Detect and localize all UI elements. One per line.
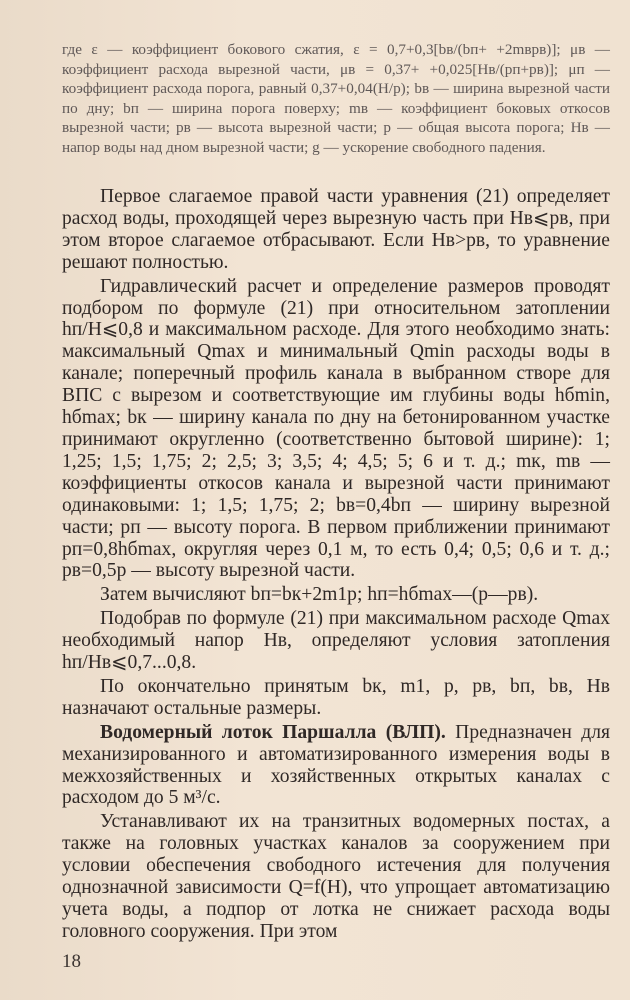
paragraph: Устанавливают их на транзитных водомерных постах, а также на головных участках каналов за сооружением при условии обеспечения свободного истечения для получения однозначной зависимости Q=f(H), что упрощает автоматизацию учета воды, а подпор от лотка не снижает расхода воды головного сооружения. При этом (62, 811, 610, 942)
paragraph: Подобрав по формуле (21) при максимальном расходе Qmax необходимый напор Hв, определяют условия затопления hп/Hв⩽0,7...0,8. (62, 608, 610, 674)
main-text (62, 186, 610, 943)
paragraph: Затем вычисляют bп=bк+2m1p; hп=hбmax—(p—pв). (100, 584, 539, 606)
paragraph: По окончательно принятым bк, m1, p, pв, bп, bв, Hв назначают остальные размеры. (62, 675, 610, 719)
paragraph: Первое слагаемое правой части уравнения (21) определяет расход воды, проходящей через вырезную часть при Hв⩽pв, при этом второе слагаемое отбрасывают. Если Hв>pв, то уравнение решают полностью. (62, 186, 610, 273)
section-heading: Водомерный лоток Паршалла (ВЛП). (100, 721, 446, 743)
section-paragraph (62, 722, 610, 810)
page-number: 18 (62, 951, 81, 972)
footnote-text: где ε — коэффициент бокового сжатия, ε = 0,7+0,3[bв/(bп+ +2mвpв)]; μв — коэффициент расхода вырезной части, μв = 0,37+ +0,025[Hв/(pп+pв)]; μп — коэффициент расхода порога, равный 0,37+0,04(H/p); bв — ширина вырезной части по дну; bп — ширина порога поверху; mв — коэффициент боковых откосов вырезной части; pв — высота вырезной части; p — общая высота порога; Hв — напор воды над дном вырезной части; g — ускорение свободного падения. (62, 41, 610, 156)
paragraph: Гидравлический расчет и определение размеров проводят подбором по формуле (21) при относительном затоплении hп/H⩽0,8 и максимальном расходе. Для этого необходимо знать: максимальный Qmax и минимальный Qmin расходы воды в канале; поперечный профиль канала в выбранном створе для ВПС с вырезом и соответствующие им глубины воды hбmin, hбmax; bк — ширину канала по дну на бетонированном участке принимают округленно (соответственно бытовой ширине): 1; 1,25; 1,5; 1,75; 2; 2,5; 3; 3,5; 4; 4,5; 5; 6 и т. д.; mк, mв — коэффициенты откосов канала и вырезной части принимают одинаковыми: 1; 1,5; 1,75; 2; bв=0,4bп — ширину вырезной части; pп — высоту порога. В первом приближении принимают pп=0,8hбmax, округляя через 0,1 м, то есть 0,4; 0,5; 0,6 и т. д.; pв=0,5p — высоту вырезной части. (62, 275, 610, 582)
section-text: Предназначен для механизированного и автоматизированного измерения воды в межхозяйственных и хозяйственных открытых каналах с расходом до 5 м³/с. (62, 721, 610, 809)
